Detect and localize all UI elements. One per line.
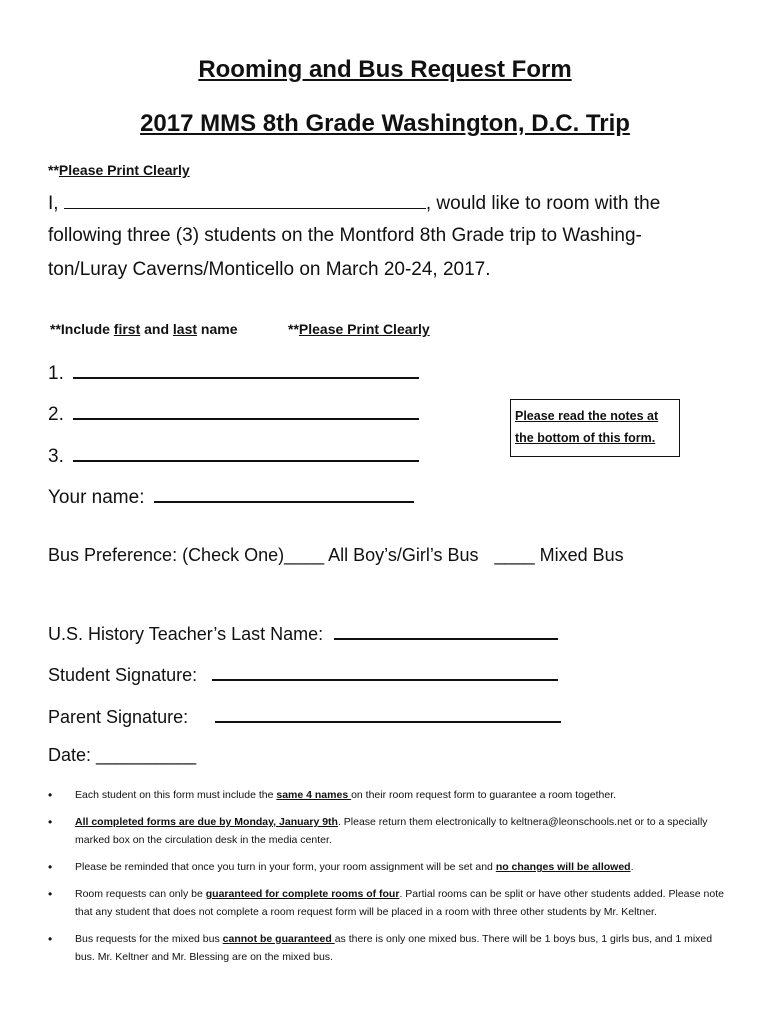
intro-line-3: ton/Luray Caverns/Monticello on March 20-24, 2017. xyxy=(48,259,491,280)
bus-boys-girls-blank[interactable]: ____ xyxy=(284,545,325,565)
list-item: • Bus requests for the mixed bus cannot be guaranteed as there is only one mixed bus. There will be 1 boys bus, 1 girls bus, and 1 mixed bus. Mr. Keltner and Mr. Blessing are on the mixed bus. xyxy=(48,930,728,966)
list-item: • Room requests can only be guaranteed for complete rooms of four. Partial rooms can be split or have other students added. Please note that any student that does not complete a room request form will be placed in a room with three other students by Mr. Keltner. xyxy=(48,885,728,921)
notes-reminder-box: Please read the notes at the bottom of this form. xyxy=(510,399,680,457)
roommate-1: 1. xyxy=(48,359,419,385)
intro-line-2: following three (3) students on the Montford 8th Grade trip to Washing- xyxy=(48,225,642,246)
roommate-2: 2. xyxy=(48,400,419,426)
date-row: Date: __________ xyxy=(48,745,197,765)
teacher-name-blank[interactable] xyxy=(334,620,558,640)
parent-signature-blank[interactable] xyxy=(215,703,561,723)
print-clearly-note: **Please Print Clearly xyxy=(48,162,190,178)
student-signature-row: Student Signature: xyxy=(48,661,558,686)
student-signature-blank[interactable] xyxy=(212,661,558,681)
bus-preference-row: Bus Preference: (Check One)____ All Boy’s/Girl’s Bus ____ Mixed Bus xyxy=(48,545,624,565)
roommate-3-blank[interactable] xyxy=(73,442,419,462)
intro-line-1: I, , would like to room with the xyxy=(48,190,660,215)
notes-list xyxy=(48,786,728,975)
list-item: • All completed forms are due by Monday, January 9th. Please return them electronically to keltnera@leonschools.net or to a specially marked box on the circulation desk in the media center. xyxy=(48,813,728,849)
include-names-note: **Include first and last name xyxy=(50,321,238,337)
parent-signature-row: Parent Signature: xyxy=(48,703,561,728)
roommate-2-blank[interactable] xyxy=(73,400,419,420)
list-item: • Please be reminded that once you turn in your form, your room assignment will be set and no changes will be allowed. xyxy=(48,858,728,876)
roommate-1-blank[interactable] xyxy=(73,359,419,379)
student-name-blank[interactable] xyxy=(64,190,426,209)
form-subtitle: 2017 MMS 8th Grade Washington, D.C. Trip xyxy=(140,110,630,137)
form-title: Rooming and Bus Request Form xyxy=(198,56,572,83)
bus-mixed-blank[interactable]: ____ xyxy=(494,545,535,565)
list-item: • Each student on this form must include the same 4 names on their room request form to guarantee a room together. xyxy=(48,786,728,804)
roommate-3: 3. xyxy=(48,442,419,468)
your-name-blank[interactable] xyxy=(154,483,414,503)
your-name-row: Your name: xyxy=(48,483,414,509)
teacher-row: U.S. History Teacher’s Last Name: xyxy=(48,620,558,645)
print-clearly-note-2: **Please Print Clearly xyxy=(288,321,430,337)
